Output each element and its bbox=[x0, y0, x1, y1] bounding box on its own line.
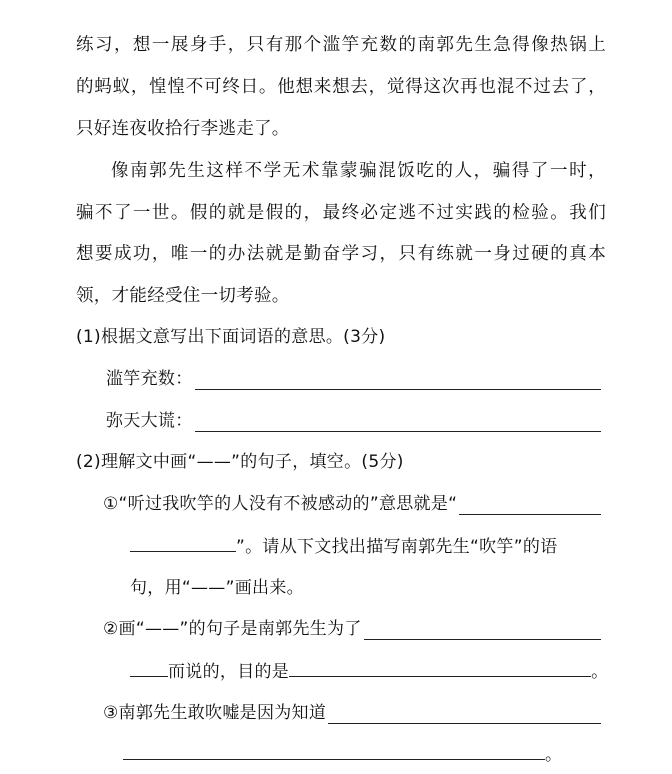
q2-item2-text-end: 。 bbox=[591, 662, 609, 682]
q1-term2-label: 弥天大谎： bbox=[106, 411, 193, 431]
passage-line-4: 像南郭先生这样不学无术靠蒙骗混饭吃的人，骗得了一时， bbox=[111, 161, 606, 181]
q2-item2-answer-blank-a[interactable] bbox=[364, 623, 601, 640]
q1-term1-answer-blank[interactable] bbox=[195, 373, 602, 390]
q1-term1-label: 滥竽充数： bbox=[106, 369, 193, 389]
passage-line-7: 领，才能经受住一切考验。 bbox=[76, 286, 290, 306]
q2-item1-text-mid: ”。请从下文找出描写南郭先生“吹竽”的语 bbox=[236, 537, 558, 557]
q1-term1-row bbox=[106, 368, 601, 390]
q2-item1-row3: 句，用“——”画出来。 bbox=[130, 578, 304, 598]
question-1-title: (1)根据文意写出下面词语的意思。(3分) bbox=[76, 327, 386, 347]
q2-item3-text-end: 。 bbox=[545, 745, 563, 765]
passage-line-1: 练习，想一展身手，只有那个滥竽充数的南郭先生急得像热锅上 bbox=[76, 35, 606, 55]
q2-item2-row2 bbox=[130, 660, 608, 682]
q2-item2-answer-blank-b[interactable] bbox=[130, 660, 168, 677]
q2-item2-text-mid: 而说的，目的是 bbox=[168, 662, 290, 682]
q2-item1-row2 bbox=[130, 535, 557, 557]
q2-item2-row1 bbox=[103, 618, 601, 640]
q2-item3-row1 bbox=[103, 702, 601, 724]
q2-item2-answer-blank-c[interactable] bbox=[289, 660, 591, 677]
q2-item1-text-start: ①“听过我吹竽的人没有不被感动的”意思就是“ bbox=[103, 494, 458, 514]
passage-line-2: 的蚂蚁，惶惶不可终日。他想来想去，觉得这次再也混不过去了， bbox=[76, 77, 606, 97]
q2-item3-row2 bbox=[123, 743, 562, 765]
passage-line-3: 只好连夜收拾行李逃走了。 bbox=[76, 119, 290, 139]
q2-item1-answer-blank-a[interactable] bbox=[459, 498, 601, 515]
question-2-title: (2)理解文中画“——”的句子，填空。(5分) bbox=[76, 452, 404, 472]
q2-item3-answer-blank-a[interactable] bbox=[328, 707, 601, 724]
passage-line-5: 骗不了一世。假的就是假的，最终必定逃不过实践的检验。我们 bbox=[76, 203, 606, 223]
q1-term2-answer-blank[interactable] bbox=[195, 415, 602, 432]
passage-line-6: 想要成功，唯一的办法就是勤奋学习，只有练就一身过硬的真本 bbox=[76, 244, 606, 264]
q2-item1-row1 bbox=[103, 493, 601, 515]
q1-term2-row bbox=[106, 410, 601, 432]
q2-item3-answer-blank-b[interactable] bbox=[123, 743, 545, 760]
q2-item3-text-start: ③南郭先生敢吹嘘是因为知道 bbox=[103, 703, 327, 723]
q2-item1-answer-blank-b[interactable] bbox=[130, 535, 236, 552]
q2-item2-text-start: ②画“——”的句子是南郭先生为了 bbox=[103, 619, 362, 639]
